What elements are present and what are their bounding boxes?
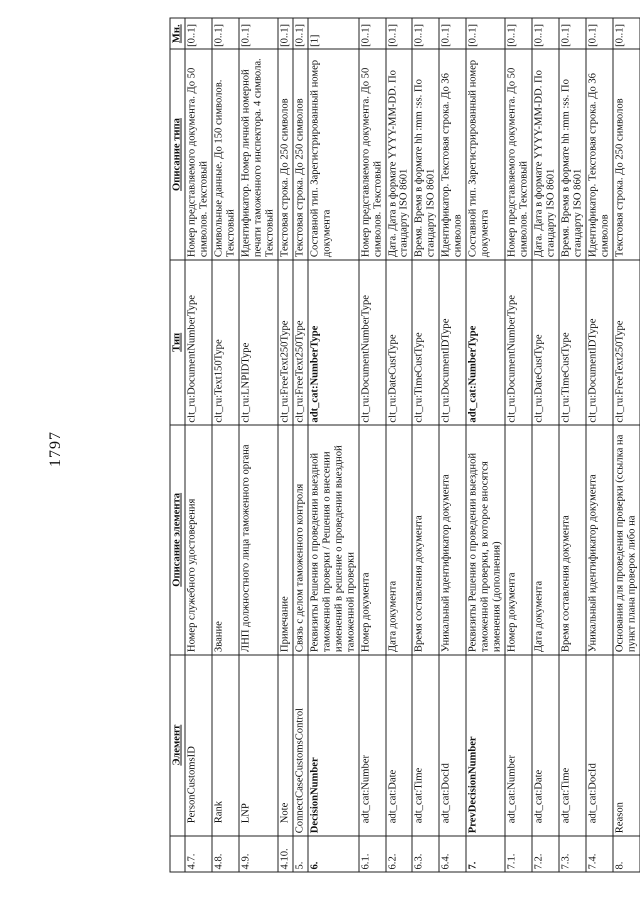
row-multiplicity: [0..1] [278, 18, 293, 49]
rotated-table-container [170, 18, 640, 873]
row-type-description: Текстовая строка. До 250 символов [293, 49, 308, 259]
row-type-description: Символьные данные. До 150 символов. Текстовый [212, 49, 239, 259]
row-element-name: adt_cat:Time [412, 655, 439, 836]
row-multiplicity: [0..1] [386, 18, 413, 49]
row-number: 7.1. [505, 836, 532, 872]
table-row [532, 18, 559, 872]
table-row [293, 18, 308, 872]
row-number: 4.7. [185, 836, 212, 872]
row-type: clt_ru:Text150Type [212, 260, 239, 425]
table-row [505, 18, 532, 872]
row-element-name: adt_cat:Number [505, 655, 532, 836]
table-row [308, 18, 359, 872]
header-multiplicity: Мн. [170, 18, 185, 49]
row-number: 6.3. [412, 836, 439, 872]
row-number: 7.4. [586, 836, 613, 872]
table-row [278, 18, 293, 872]
row-multiplicity: [0..1] [185, 18, 212, 49]
row-type-description: Номер представляемого документа. До 50 символов. Текстовый [505, 49, 532, 259]
row-number: 7.2. [532, 836, 559, 872]
row-type: clt_ru:DateCustType [386, 260, 413, 425]
row-type: clt_ru:DateCustType [532, 260, 559, 425]
row-element-name: ConnectCaseCustomsControl [293, 655, 308, 836]
table-row [386, 18, 413, 872]
row-type: clt_ru:DocumentNumberType [185, 260, 212, 425]
row-element-description: Реквизиты Решения о проведении выездной таможенной проверки, в которое вносятся изменения (дополнения) [466, 425, 505, 655]
page-number: 1797 [47, 431, 64, 467]
row-multiplicity: [0..1] [359, 18, 386, 49]
row-number: 6. [308, 836, 359, 872]
row-element-description: Примечание [278, 425, 293, 655]
row-type: clt_ru:FreeText250Type [293, 260, 308, 425]
row-number: 8. [613, 836, 640, 872]
row-type: clt_ru:FreeText250Type [613, 260, 640, 425]
row-element-description: Время составления документа [412, 425, 439, 655]
row-multiplicity: [1] [308, 18, 359, 49]
row-type: clt_ru:DocumentIDType [439, 260, 466, 425]
table-row [185, 18, 212, 872]
row-number: 6.1. [359, 836, 386, 872]
row-number: 7. [466, 836, 505, 872]
row-element-name: LNP [239, 655, 278, 836]
row-number: 4.10. [278, 836, 293, 872]
row-element-description: Дата документа [532, 425, 559, 655]
row-type: clt_ru:DocumentIDType [586, 260, 613, 425]
row-number: 4.9. [239, 836, 278, 872]
row-type-description: Текстовая строка. До 250 символов [278, 49, 293, 259]
row-type: adt_cat:NumberType [308, 260, 359, 425]
row-element-name: adt_cat:Date [532, 655, 559, 836]
row-element-name: adt_cat:DocId [439, 655, 466, 836]
row-element-description: Уникальный идентификатор документа [586, 425, 613, 655]
row-type-description: Номер представляемого документа. До 50 символов. Текстовый [359, 49, 386, 259]
row-element-description: Номер документа [359, 425, 386, 655]
table-row [613, 18, 640, 872]
header-type-description: Описание типа [170, 49, 185, 259]
row-element-description: Реквизиты Решения о проведении выездной таможенной проверки / Решения о внесении изменений в решение о проведении выездной таможенной проверки [308, 425, 359, 655]
row-type-description: Номер представляемого документа. До 50 символов. Текстовый [185, 49, 212, 259]
row-type-description: Идентификатор. Текстовая строка. До 36 символов [586, 49, 613, 259]
row-number: 6.2. [386, 836, 413, 872]
row-number: 6.4. [439, 836, 466, 872]
row-element-name: PersonCustomsID [185, 655, 212, 836]
row-multiplicity: [0..1] [505, 18, 532, 49]
row-type: clt_ru:DocumentNumberType [359, 260, 386, 425]
row-element-description: Звание [212, 425, 239, 655]
row-element-name: Reason [613, 655, 640, 836]
row-element-name: adt_cat:Time [559, 655, 586, 836]
row-type: clt_ru:TimeCustType [559, 260, 586, 425]
row-type-description: Время. Время в формате hh :mm :ss. По стандарту ISO 8601 [412, 49, 439, 259]
table-row [239, 18, 278, 872]
row-type-description: Идентификатор. Номер личной номерной печати таможенного инспектора. 4 символа. Текстовый [239, 49, 278, 259]
element-table [170, 18, 640, 873]
row-element-name: Rank [212, 655, 239, 836]
row-type-description: Текстовая строка. До 250 символов [613, 49, 640, 259]
row-element-description: Время составления документа [559, 425, 586, 655]
row-number: 5. [293, 836, 308, 872]
row-type: clt_ru:FreeText250Type [278, 260, 293, 425]
header-type: Тип [170, 260, 185, 425]
table-row [466, 18, 505, 872]
header-element: Элемент [170, 655, 185, 836]
row-type: adt_cat:NumberType [466, 260, 505, 425]
row-element-description: Номер служебного удостоверения [185, 425, 212, 655]
row-type-description: Дата. Дата в формате YYYY-MM-DD. По стандарту ISO 8601 [386, 49, 413, 259]
row-element-name: adt_cat:Date [386, 655, 413, 836]
table-row [439, 18, 466, 872]
row-element-name: DecisionNumber [308, 655, 359, 836]
row-element-description: Дата документа [386, 425, 413, 655]
row-element-name: PrevDecisionNumber [466, 655, 505, 836]
row-element-name: adt_cat:DocId [586, 655, 613, 836]
row-multiplicity: [0..1] [532, 18, 559, 49]
row-element-description: Связь с делом таможенного контроля [293, 425, 308, 655]
row-element-name: adt_cat:Number [359, 655, 386, 836]
row-type-description: Дата. Дата в формате YYYY-MM-DD. По стандарту ISO 8601 [532, 49, 559, 259]
row-multiplicity: [0..1] [466, 18, 505, 49]
header-num [170, 836, 185, 872]
table-header-row [170, 18, 185, 872]
row-type-description: Составной тип. Зарегистрированный номер документа [466, 49, 505, 259]
row-element-description: Номер документа [505, 425, 532, 655]
header-description: Описание элемента [170, 425, 185, 655]
table-row [212, 18, 239, 872]
row-multiplicity: [0..1] [586, 18, 613, 49]
row-multiplicity: [0..1] [212, 18, 239, 49]
row-type: clt_ru:TimeCustType [412, 260, 439, 425]
table-row [559, 18, 586, 872]
table-row [412, 18, 439, 872]
row-multiplicity: [0..1] [439, 18, 466, 49]
row-type: clt_ru:LNPIDType [239, 260, 278, 425]
row-type-description: Время. Время в формате hh :mm :ss. По стандарту ISO 8601 [559, 49, 586, 259]
row-type: clt_ru:DocumentNumberType [505, 260, 532, 425]
row-multiplicity: [0..1] [239, 18, 278, 49]
row-element-description: ЛНП должностного лица таможенного органа [239, 425, 278, 655]
row-element-description: Уникальный идентификатор документа [439, 425, 466, 655]
row-type-description: Идентификатор. Текстовая строка. До 36 символов [439, 49, 466, 259]
table-row [359, 18, 386, 872]
row-number: 4.8. [212, 836, 239, 872]
table-row [586, 18, 613, 872]
row-multiplicity: [0..1] [293, 18, 308, 49]
row-multiplicity: [0..1] [412, 18, 439, 49]
row-element-name: Note [278, 655, 293, 836]
row-type-description: Составной тип. Зарегистрированный номер документа [308, 49, 359, 259]
row-element-description: Основания для проведения проверки (ссылка на пункт плана проверок либо на [613, 425, 640, 655]
row-number: 7.3. [559, 836, 586, 872]
row-multiplicity: [0..1] [559, 18, 586, 49]
row-multiplicity: [0..1] [613, 18, 640, 49]
